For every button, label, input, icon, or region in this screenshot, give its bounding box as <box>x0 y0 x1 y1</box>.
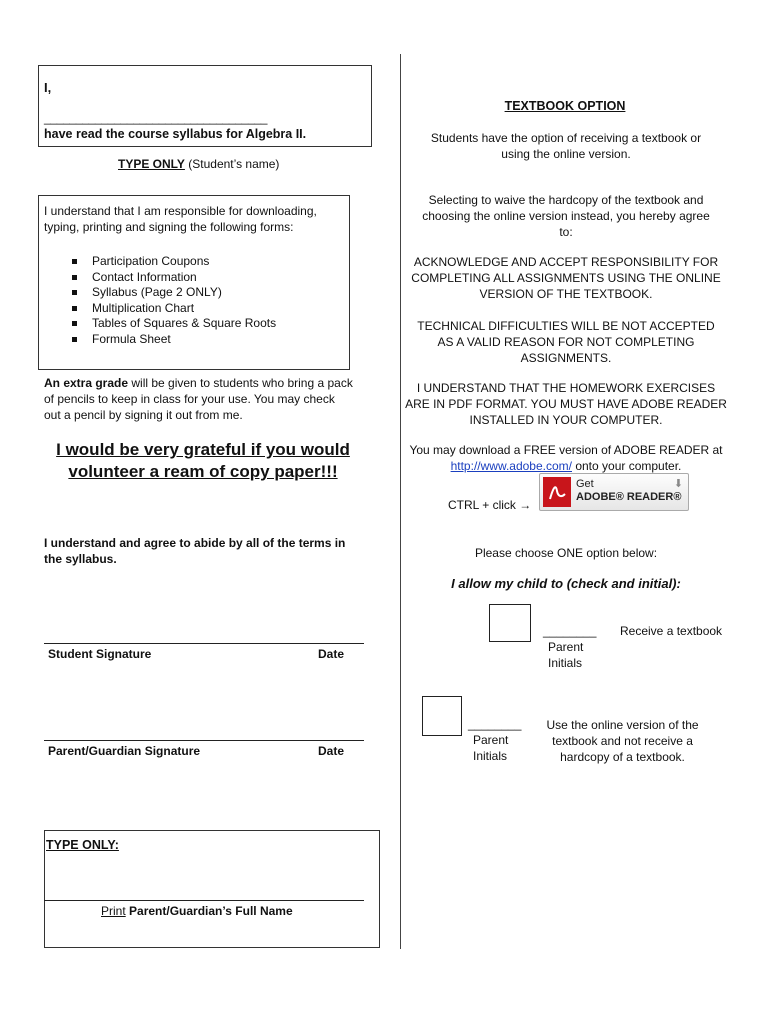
i-line: I, <box>44 80 52 95</box>
extra-grade-text: will be given to students who bring a pack of pencils to keep in class for your use. You may check out a pencil by signing it out from me. <box>44 376 353 422</box>
parent-signature-line[interactable] <box>44 740 364 741</box>
parent-label-1: Parent <box>548 640 584 654</box>
choose-text: Please choose ONE option below: <box>474 546 658 560</box>
textbook-checkbox[interactable] <box>489 604 531 642</box>
parent-signature-label: Parent/Guardian Signature <box>48 744 201 758</box>
get-adobe-reader-button[interactable] <box>539 473 689 511</box>
list-item: Participation Coupons <box>70 254 330 270</box>
technical-text: TECHNICAL DIFFICULTIES WILL BE NOT ACCEPTED AS A VALID REASON FOR NOT COMPLETING ASSIGNMENTS. <box>417 319 715 365</box>
initials-label-2: Initials <box>473 749 508 763</box>
acknowledge-text: ACKNOWLEDGE AND ACCEPT RESPONSIBILITY FOR COMPLETING ALL ASSIGNMENTS USING THE ONLINE VERSION OF THE TEXTBOOK. <box>411 255 721 301</box>
student-signature-label: Student Signature <box>48 647 152 661</box>
list-item: Contact Information <box>70 270 330 286</box>
responsibility-text: I understand that I am responsible for downloading, typing, printing and signing the following forms: <box>44 204 317 234</box>
online-version-checkbox[interactable] <box>422 696 462 736</box>
extra-grade-paragraph <box>44 375 354 423</box>
column-divider <box>400 54 401 949</box>
parent-label-2: Parent <box>473 733 509 747</box>
list-item: Multiplication Chart <box>70 301 330 317</box>
ctrl-click-hint: CTRL + click → <box>448 498 532 512</box>
parent-name-line[interactable] <box>44 900 364 901</box>
initials-field-1[interactable]: ________ <box>543 624 597 638</box>
student-name-hint: (Student’s name) <box>188 157 280 171</box>
grateful-note: I would be very grateful if you would volunteer a ream of copy paper!!! <box>56 440 350 481</box>
understand-text: I UNDERSTAND THAT THE HOMEWORK EXERCISES ARE IN PDF FORMAT. YOU MUST HAVE ADOBE READER INSTALLED IN YOUR COMPUTER. <box>405 381 727 427</box>
extra-grade-bold: An extra grade <box>44 376 129 390</box>
list-item: Tables of Squares & Square Roots <box>70 316 330 332</box>
list-item: Syllabus (Page 2 ONLY) <box>70 285 330 301</box>
type-only-hint <box>118 157 279 171</box>
student-name-field[interactable]: ___________________________________ <box>44 111 268 125</box>
type-only-box-label: TYPE ONLY: <box>46 838 119 852</box>
allow-text: I allow my child to (check and initial): <box>451 576 681 591</box>
list-item: Formula Sheet <box>70 332 330 348</box>
onto-text: onto your computer. <box>572 459 682 473</box>
adobe-link[interactable]: http://www.adobe.com/ <box>450 459 572 473</box>
option-online-version: Use the online version of the textbook and not receive a hardcopy of a textbook. <box>546 718 699 764</box>
textbook-option-heading: TEXTBOOK OPTION <box>504 99 626 113</box>
download-arrow-icon: ⬇ <box>673 478 683 490</box>
initials-label-1: Initials <box>548 656 583 670</box>
initials-field-2[interactable]: ________ <box>468 717 522 731</box>
badge-reader-label: ADOBE® READER® <box>576 491 682 503</box>
agree-statement: I understand and agree to abide by all of the terms in the syllabus. <box>44 536 346 566</box>
badge-get-label: Get <box>576 478 594 490</box>
print-name-caption <box>101 904 293 918</box>
parent-full-name-label: Parent/Guardian’s Full Name <box>129 904 293 918</box>
download-paragraph <box>404 442 728 474</box>
date-label-parent: Date <box>318 744 345 758</box>
option-text: Students have the option of receiving a textbook or using the online version. <box>430 131 702 161</box>
adobe-logo-icon <box>543 477 571 507</box>
print-label: Print <box>101 904 126 918</box>
waive-text: Selecting to waive the hardcopy of the textbook and choosing the online version instead, you hereby agree to: <box>422 193 710 239</box>
forms-list <box>70 254 330 348</box>
student-signature-line[interactable] <box>44 643 364 644</box>
option-receive-textbook: Receive a textbook <box>620 624 723 638</box>
type-only-label: TYPE ONLY <box>118 157 185 171</box>
date-label-student: Date <box>318 647 345 661</box>
syllabus-statement: have read the course syllabus for Algebra II. <box>44 127 307 141</box>
download-text: You may download a FREE version of ADOBE READER at <box>409 443 723 457</box>
